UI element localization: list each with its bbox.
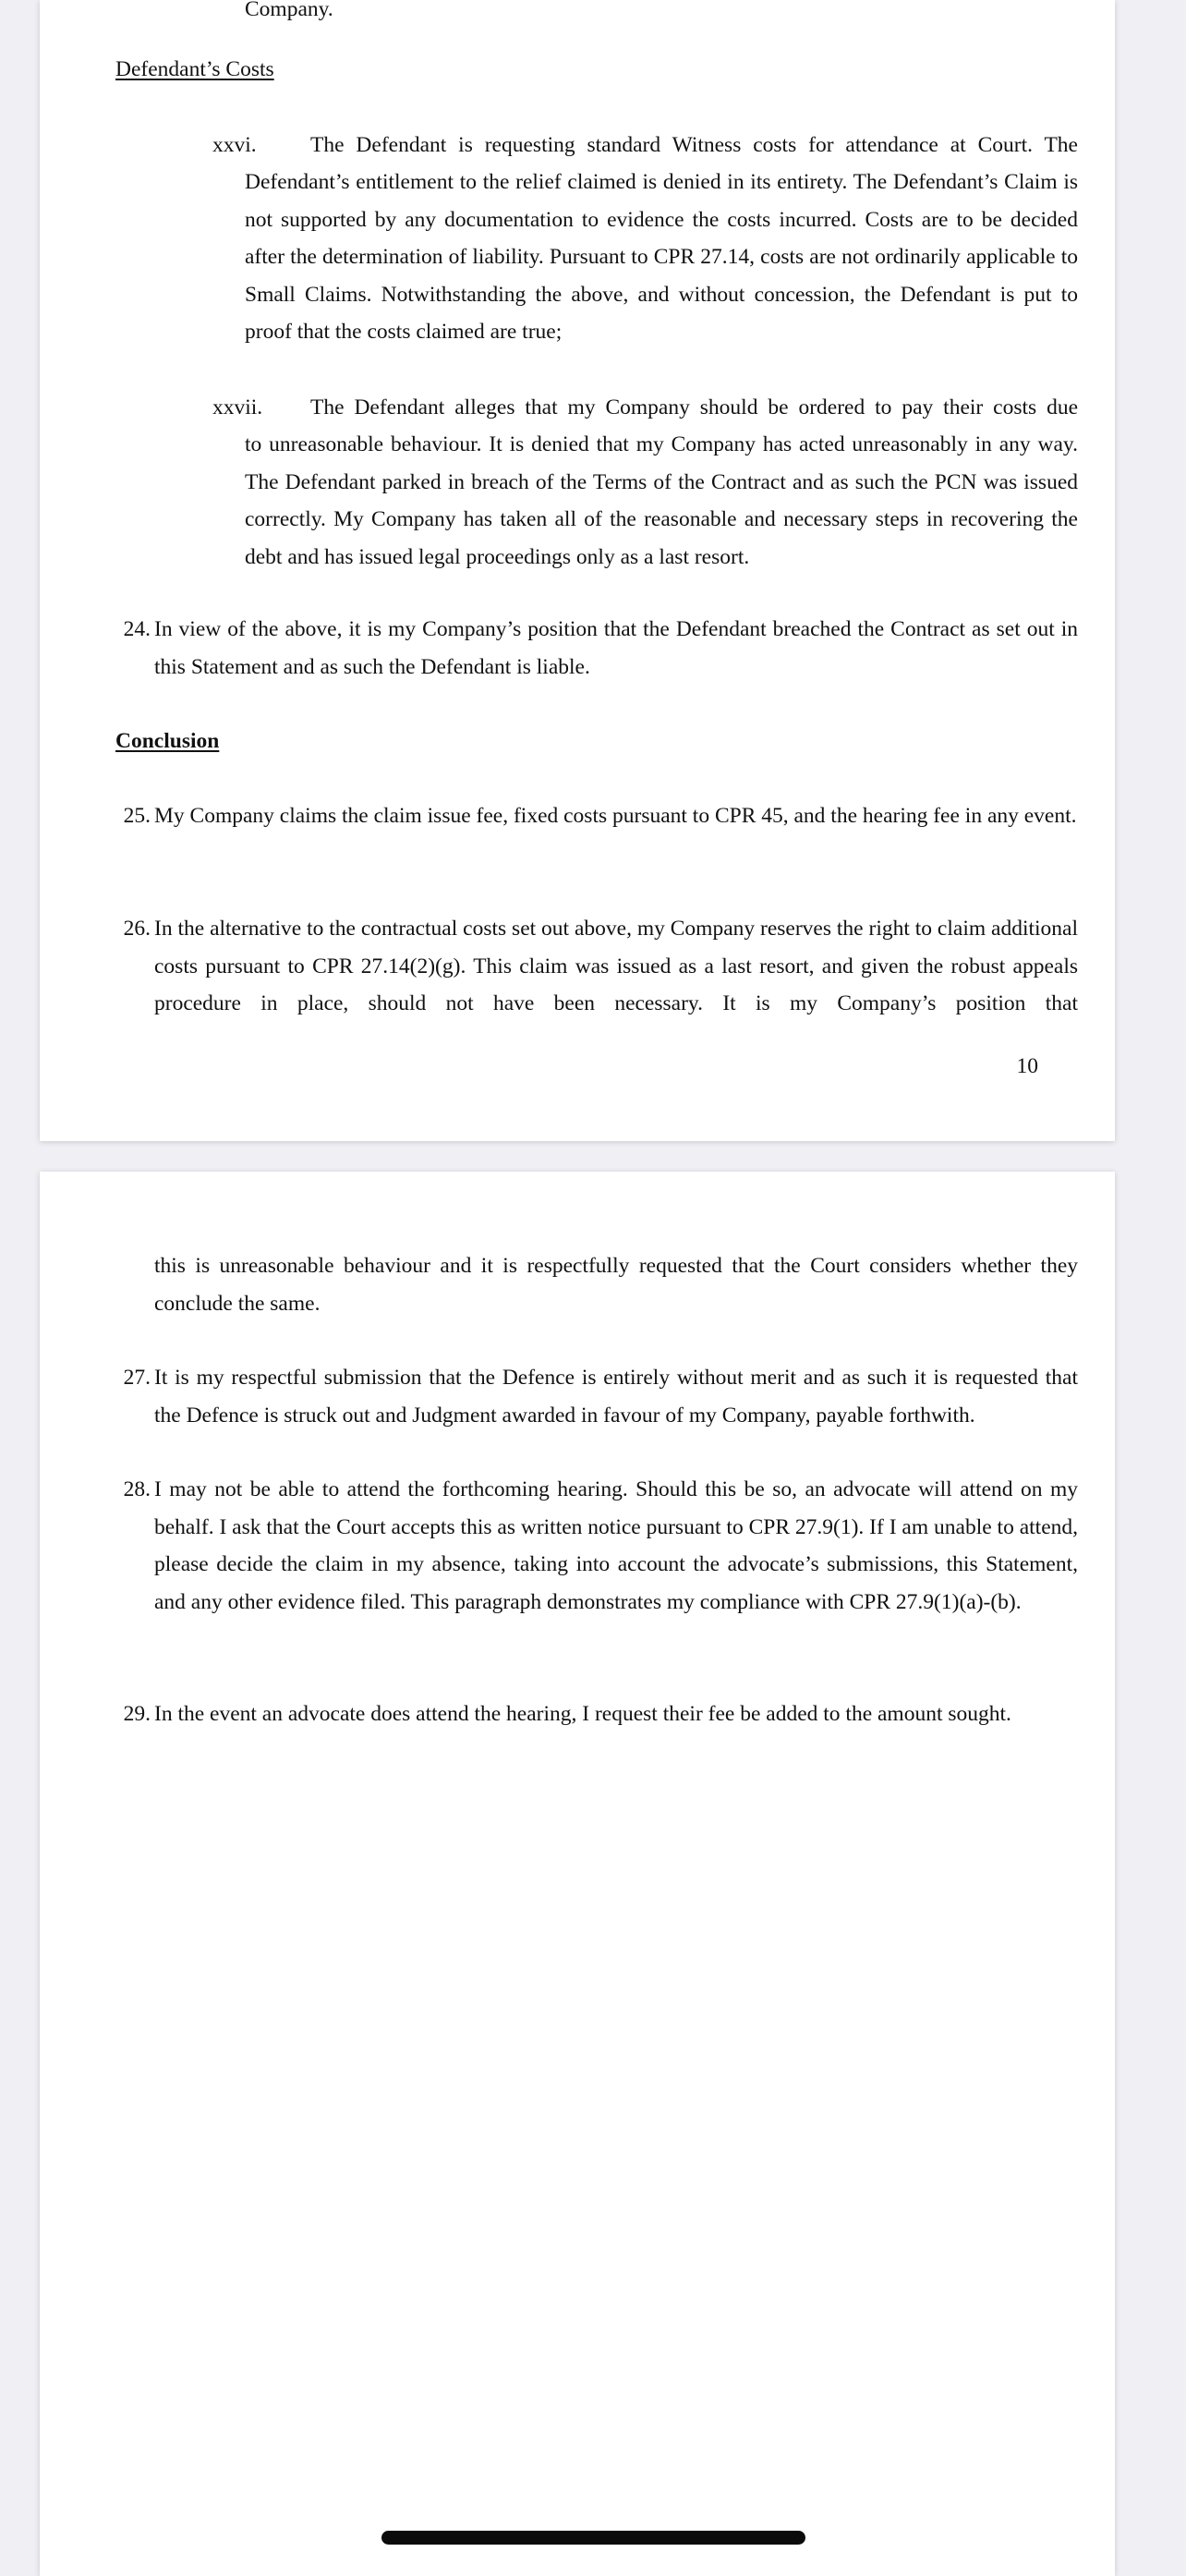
roman-marker-xxvii: xxvii. [212, 395, 263, 419]
document-page-11 [40, 1172, 1115, 2576]
paragraph-26-continuation: this is unreasonable behaviour and it is respectfully requested that the Court considers whether they conclude the same. [154, 1254, 1078, 1316]
roman-item-xxvii-first-line: The Defendant alleges that my Company should be ordered to pay their costs due [310, 395, 1078, 419]
paragraph-29-text: In the event an advocate does attend the hearing, I request their fee be added to the amount sought. [154, 1702, 1011, 1726]
heading-defendants-costs: Defendant’s Costs [115, 57, 274, 81]
paragraph-26-text: In the alternative to the contractual costs set out above, my Company reserves the right to claim additional costs pursuant to CPR 27.14(2)(g). This claim was issued as a last resort, and given the robust appeals procedure in place, should not have been necessary. It is my Company’s position that [154, 917, 1078, 1015]
document-page-10 [40, 0, 1115, 1141]
paragraph-number-27: 27. [123, 1366, 151, 1390]
roman-marker-xxvi: xxvi. [212, 133, 257, 157]
paragraph-number-24: 24. [123, 617, 151, 641]
paragraph-number-28: 28. [123, 1477, 151, 1501]
paragraph-24-text: In view of the above, it is my Company’s position that the Defendant breached the Contract as set out in this Statement and as such the Defendant is liable. [154, 617, 1078, 679]
page-number: 10 [1016, 1054, 1038, 1078]
roman-item-xxvi-body: Defendant’s entitlement to the relief claimed is denied in its entirety. The Defendant’s Claim is not supported by any documentation to evidence the costs incurred. Costs are to be decided after the determination of liability. Pursuant to CPR 27.14, costs are not ordinarily applicable to Small Claims. Notwithstanding the above, and without concession, the Defendant is put to proof that the costs claimed are true; [245, 170, 1078, 344]
paragraph-number-25: 25. [123, 804, 151, 828]
paragraph-25-text: My Company claims the claim issue fee, fixed costs pursuant to CPR 45, and the hearing fee in any event. [154, 804, 1077, 828]
heading-conclusion: Conclusion [115, 729, 220, 753]
roman-item-xxvii-body: to unreasonable behaviour. It is denied that my Company has acted unreasonably in any way. The Defendant parked in breach of the Terms of the Contract and as such the PCN was issued correctly. My Company has taken all of the reasonable and necessary steps in recovering the debt and has issued legal proceedings only as a last resort. [245, 432, 1078, 569]
home-indicator[interactable] [381, 2531, 805, 2545]
paragraph-28-text: I may not be able to attend the forthcoming hearing. Should this be so, an advocate will attend on my behalf. I ask that the Court accepts this as written notice pursuant to CPR 27.9(1). If I am unable to attend, please decide the claim in my absence, taking into account the advocate’s submissions, this Statement, and any other evidence filed. This paragraph demonstrates my compliance with CPR 27.9(1)(a)-(b). [154, 1477, 1078, 1614]
top-fragment-text: Company. [245, 0, 333, 21]
roman-item-xxvi-first-line: The Defendant is requesting standard Witness costs for attendance at Court. The [310, 133, 1078, 157]
paragraph-number-29: 29. [123, 1702, 151, 1726]
paragraph-number-26: 26. [123, 917, 151, 941]
paragraph-27-text: It is my respectful submission that the Defence is entirely without merit and as such it is requested that the Defence is struck out and Judgment awarded in favour of my Company, payable forthwith. [154, 1366, 1078, 1428]
